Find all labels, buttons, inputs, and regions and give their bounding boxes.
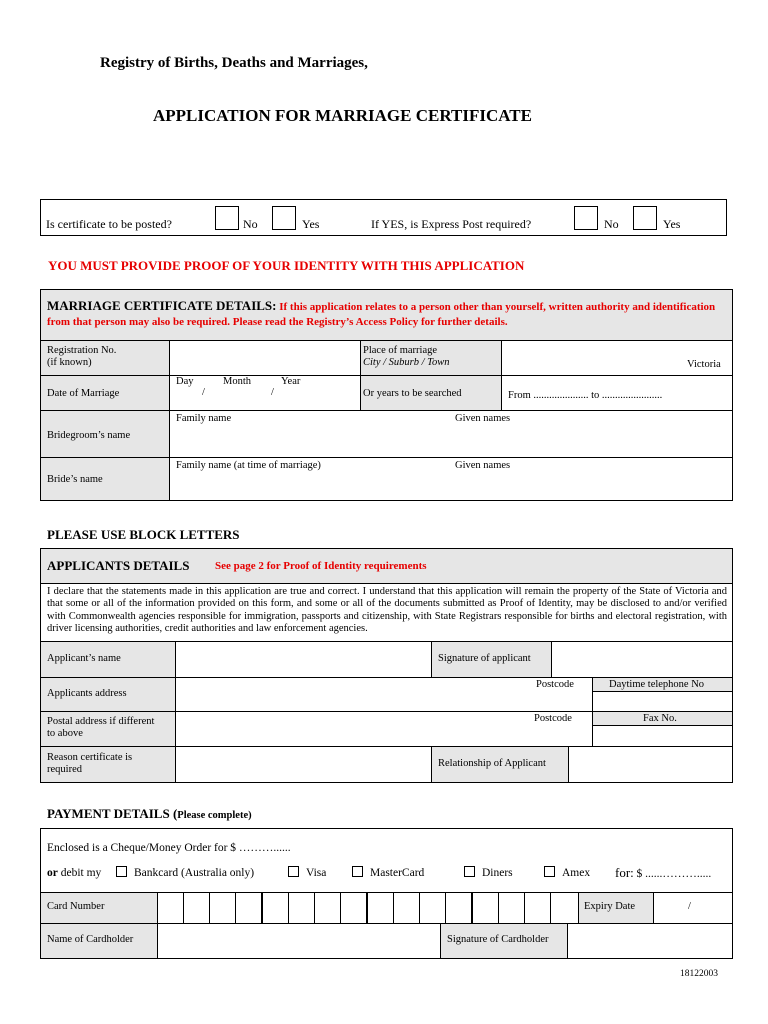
cardholder-signature-label: Signature of Cardholder <box>447 934 549 945</box>
years-searched-label: Or years to be searched <box>363 388 462 399</box>
proof-notice: YOU MUST PROVIDE PROOF OF YOUR IDENTITY WITH THIS APPLICATION <box>48 258 525 273</box>
reason-label-2: required <box>47 764 82 775</box>
applicant-name-field[interactable] <box>176 642 431 677</box>
applicant-address-label: Applicants address <box>47 688 127 699</box>
card-number-grid[interactable] <box>158 893 578 923</box>
marriage-details-section <box>40 289 733 501</box>
date-slash-1: / <box>202 387 205 398</box>
marriage-details-note: If this application relates to a person other than yourself, written authority and identification from that person may also be required. Please read the Registry’s Access Policy for further details. <box>47 301 716 328</box>
years-searched-field[interactable]: From ..................... to ....................... <box>508 390 663 401</box>
express-yes-label: Yes <box>663 217 681 231</box>
daytime-phone-label: Daytime telephone No <box>609 679 705 690</box>
groom-given-names-label: Given names <box>455 413 511 424</box>
fax-field[interactable] <box>593 726 732 746</box>
date-slash-2: / <box>271 387 274 398</box>
reason-field[interactable] <box>176 747 431 782</box>
express-question: If YES, is Express Post required? <box>371 217 532 231</box>
expiry-date-label: Expiry Date <box>584 901 636 912</box>
amex-label: Amex <box>562 867 591 879</box>
registration-no-field[interactable] <box>170 341 360 375</box>
registration-no-sub: (if known) <box>47 357 92 368</box>
applicant-details-heading: APPLICANTS DETAILS <box>47 558 190 573</box>
postal-address-field[interactable] <box>176 712 592 746</box>
date-of-marriage-label: Date of Marriage <box>47 388 120 399</box>
declaration-text: I declare that the statements made in this application are true and correct. I understand that this application will remain the property of the State of Victoria and that some or all of the information provided on this form, and some or all of the documents submitted as Proof of Identity, may be disclosed to and/or verified with Commonwealth agencies responsible for immigration, passports and citizenship, with State Registrars responsible for births and electoral registration, with driver licensing authorities, credit authorities and law enforcement agencies. <box>47 586 727 634</box>
month-label: Month <box>223 376 252 387</box>
posted-yes-checkbox[interactable] <box>272 206 296 230</box>
or-label: or <box>47 867 58 879</box>
express-no-checkbox[interactable] <box>574 206 598 230</box>
registration-no-label: Registration No. <box>47 345 117 356</box>
place-of-marriage-sub: City / Suburb / Town <box>363 357 450 368</box>
card-amount[interactable] <box>615 865 711 881</box>
payment-heading <box>47 806 252 822</box>
debit-label: debit my <box>57 867 102 879</box>
applicant-address-field[interactable] <box>176 678 592 711</box>
postal-postcode-label: Postcode <box>534 713 572 724</box>
posted-yes-label: Yes <box>302 217 320 231</box>
place-of-marriage-label: Place of marriage <box>363 345 438 356</box>
mastercard-label: MasterCard <box>370 867 425 879</box>
for-amount: $ ......………..... <box>636 868 712 880</box>
daytime-phone-field[interactable] <box>593 692 732 711</box>
applicant-details-section <box>40 548 733 783</box>
relationship-label: Relationship of Applicant <box>438 758 546 769</box>
postage-question: Is certificate to be posted? <box>46 217 172 231</box>
express-yes-checkbox[interactable] <box>633 206 657 230</box>
fax-label: Fax No. <box>643 713 677 724</box>
posted-no-checkbox[interactable] <box>215 206 239 230</box>
expiry-slash: / <box>688 901 691 912</box>
groom-family-name-label: Family name <box>176 413 232 424</box>
marriage-details-header <box>41 290 732 340</box>
amex-checkbox[interactable] <box>544 866 555 877</box>
postal-address-label-1: Postal address if different <box>47 716 155 727</box>
applicant-details-header <box>41 549 732 583</box>
applicant-signature-label: Signature of applicant <box>438 653 531 664</box>
page-title: APPLICATION FOR MARRIAGE CERTIFICATE <box>153 106 532 125</box>
bride-family-name-label: Family name (at time of marriage) <box>176 460 321 471</box>
cheque-amount-text[interactable]: Enclosed is a Cheque/Money Order for $ ………...... <box>47 842 291 854</box>
registry-heading: Registry of Births, Deaths and Marriages, <box>100 55 368 71</box>
bridegroom-label: Bridegroom’s name <box>47 430 131 441</box>
for-label: for: <box>615 865 634 880</box>
card-number-label: Card Number <box>47 901 105 912</box>
day-label: Day <box>176 376 194 387</box>
bankcard-label: Bankcard (Australia only) <box>134 867 255 879</box>
applicant-name-label: Applicant’s name <box>47 653 121 664</box>
postal-address-label-2: to above <box>47 728 83 739</box>
expiry-date-field[interactable] <box>654 893 732 923</box>
posted-no-label: No <box>243 217 258 231</box>
payment-heading-sub: Please complete) <box>177 810 252 821</box>
applicant-signature-field[interactable] <box>552 642 732 677</box>
payment-details-section <box>40 828 733 959</box>
cardholder-name-field[interactable] <box>158 924 440 958</box>
marriage-details-heading: MARRIAGE CERTIFICATE DETAILS: <box>47 298 277 313</box>
payment-heading-main: PAYMENT DETAILS ( <box>47 806 178 821</box>
visa-label: Visa <box>306 867 327 879</box>
applicant-details-note: See page 2 for Proof of Identity requirements <box>215 560 427 572</box>
express-no-label: No <box>604 217 619 231</box>
postage-section <box>40 199 727 236</box>
cardholder-signature-field[interactable] <box>568 924 732 958</box>
address-postcode-label: Postcode <box>536 679 574 690</box>
visa-checkbox[interactable] <box>288 866 299 877</box>
diners-checkbox[interactable] <box>464 866 475 877</box>
diners-label: Diners <box>482 867 513 879</box>
block-letters-notice: PLEASE USE BLOCK LETTERS <box>47 527 240 542</box>
relationship-field[interactable] <box>569 747 732 782</box>
reason-label-1: Reason certificate is <box>47 752 133 763</box>
year-label: Year <box>281 376 301 387</box>
date-of-marriage-field[interactable] <box>170 376 360 410</box>
victoria-label: Victoria <box>687 359 721 370</box>
bride-given-names-label: Given names <box>455 460 511 471</box>
form-code: 18122003 <box>680 969 718 979</box>
mastercard-checkbox[interactable] <box>352 866 363 877</box>
bankcard-checkbox[interactable] <box>116 866 127 877</box>
bride-label: Bride’s name <box>47 474 103 485</box>
cardholder-name-label: Name of Cardholder <box>47 934 134 945</box>
bridegroom-name-field[interactable] <box>170 411 732 457</box>
